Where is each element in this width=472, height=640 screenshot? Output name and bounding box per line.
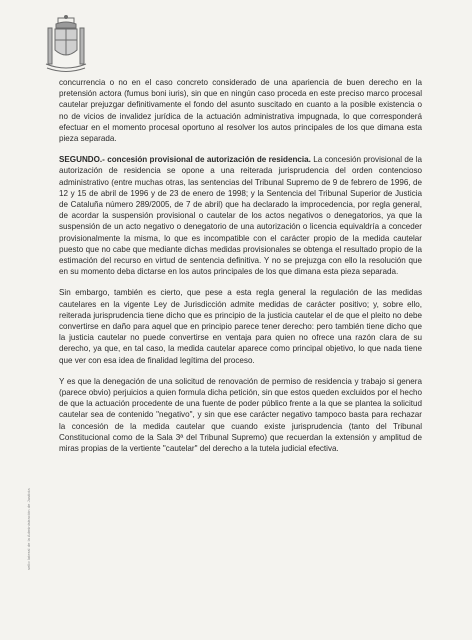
document-body (59, 77, 422, 464)
paragraph-2: SEGUNDO.- concesión provisional de autorización de residencia. La concesión provisional de la autorización de residencia se opone a una reiterada jurisprudencia del orden contencioso administrativo (entre muchas otras, las sentencias del Tribunal Supremo de 9 de febrero de 1996, de 12 y 15 de abril de 1996 y de 23 de enero de 1998; y la Sentencia del Tribunal Superior de Justicia de Cataluña número 289/2005, de 7 de abril) que ha declarado la improcedencia, por regla general, de acordar la suspensión provisional o cautelar de los actos negativos o denegatorios, ya que la suspensión de un acto negativo o denegatorio de una autorización o licencia equivaldría a conceder provisionalmente la misma, lo que es incompatible con el carácter propio de la medida cautelar puesto que no cabe que mediante dichas medidas provisionales se obtenga el resultado propio de la estimación del recurso en virtud de sentencia definitiva. Y no se prejuzga con ello la resolución que en su momento deba dictarse en los autos principales de los que dimana esta pieza separada. (59, 155, 422, 277)
paragraph-3: Sin embargo, también es cierto, que pese a esta regla general la regulación de las medidas cautelares en la vigente Ley de Jurisdicción admite medidas de carácter positivo; y, sobre ello, reiterada jurisprudencia tiene dicho que es principio de la justicia cautelar el de que el pleito no debe convertirse en daño para aquel que en principio parece tener derecho: pero también tiene dicho que la justicia cautelar no puede convertirse en ventaja para quien no ofrece una razón clara de su derecho, ya que, en tal caso, la medida cautelar aparece como principal objetivo, lo que nada tiene que ver con esa idea de finalidad legítima del proceso. (59, 288, 422, 365)
section-heading: SEGUNDO.- concesión provisional de autorización de residencia. (59, 155, 311, 165)
coat-of-arms-icon (44, 14, 88, 74)
side-margin-note-text: sello lateral de la Administración de Justicia (26, 488, 31, 570)
side-margin-note (26, 380, 36, 570)
paragraph-1: concurrencia o no en el caso concreto considerado de una apariencia de buen derecho en la pretensión actora (fumus boni iuris), sin que en ningún caso proceda en este preciso marco procesal cautelar prejuzgar definitivamente el fondo del asunto suscitado en cuanto a la posible existencia o no de vicios de invalidez jurídica de la actuación administrativa impugnada, lo que corresponderá efectuar en el momento procesal oportuno al resolver los autos principales de los que dimana esta pieza separada. (59, 78, 422, 144)
paragraph-4: Y es que la denegación de una solicitud de renovación de permiso de residencia y trabajo si genera (parece obvio) perjuicios a quien formula dicha petición, sin que estos queden excluidos por el hecho de que la actuación procedente de una fuente de poder público frente a la que se plantea la solicitud cautelar sea de contenido "negativo", y sin que ese carácter negativo tampoco basta para rechazar la concesión de la medida cautelar que cuando existe jurisprudencia (tanto del Tribunal Constitucional como de la Sala 3ª del Tribunal Supremo) que recuerdan la extensión y amplitud de miras propias de la vertiente "cautelar" del derecho a la tutela judicial efectiva. (59, 376, 422, 454)
